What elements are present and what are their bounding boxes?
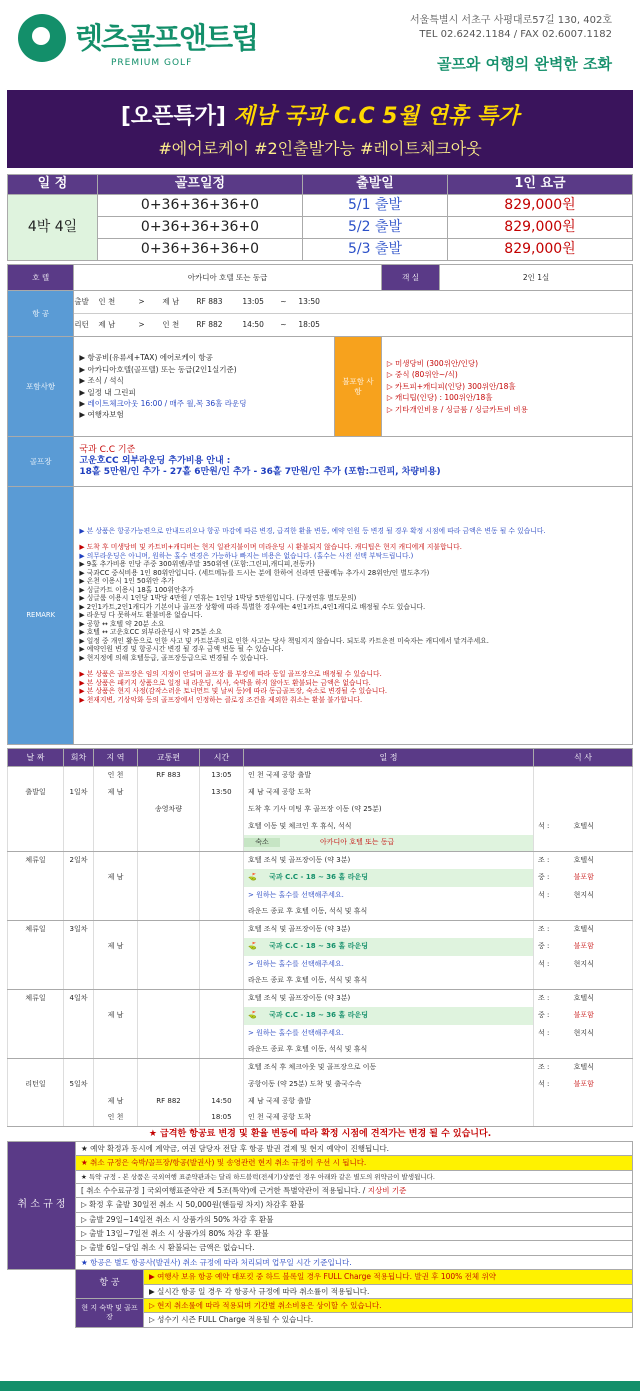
remark-item: ▶ 온천 이용시 1인 50위안 추가 [79,577,175,586]
contact-info [410,14,612,41]
cancel-line: ★ 예약 확정과 동시에 계약금, 여권 담당자 전달 후 항공 발권 결제 및 현지 예약이 진행됩니다. [76,1142,633,1156]
remark-red: ▶ 도착 후 미생당비 및 카트비+캐디비는 현지 일관지불이며 미라운딩 시 환불되지 않습니다. 캐디팁은 현지 캐디에게 지불합니다. [79,543,462,552]
include-item: ▶ 레이트체크아웃 16:00 / 매주 월,목 36홀 라운딩 [79,399,329,408]
departure-date: 5/3 출발 [303,239,448,261]
exclude-list [381,337,632,437]
day-schedule: 호텔 이동 및 체크인 후 휴식, 석식 [244,818,534,835]
cancel-local: ▷ 성수기 시즌 FULL Charge 적용될 수 있습니다. [144,1313,633,1327]
golf-flag-icon: ⛳ [248,1011,257,1020]
flight-arrow: > [138,319,145,329]
header [0,0,640,90]
banner-tags: #에어로케이 #2인출발가능 #레이트체크아웃 [158,138,482,158]
day-num: 4일차 [64,990,94,1007]
day-loc: 제 남 [94,1093,138,1110]
include-item: ▶ 여행자보험 [79,410,329,419]
col-meal: 식 사 [534,749,633,767]
day-time: 13:50 [200,784,244,801]
day-transport: 송영차량 [138,801,200,818]
include-list [74,337,335,437]
remark-item: ▶ 호텔 ↔ 고운호CC 외부라운딩시 약 25분 소요 [79,628,223,637]
col-day: 회차 [64,749,94,767]
include-item: ▶ 일정 내 그린피 [79,388,329,397]
flight-arrow: > [138,297,145,307]
promo-banner [7,90,633,168]
address: 서울특별시 서초구 사평대로57길 130, 402호 [409,15,612,26]
day-loc: 제 남 [94,1007,138,1025]
price: 829,000원 [448,195,633,217]
flight-from: 인 천 [98,297,116,307]
golf-plan: 0+36+36+36+0 [98,217,303,239]
day-date: 리턴일 [8,1076,64,1093]
remark-item: ▶ 라운딩 다 못하셔도 환불비용 없습니다. [79,611,203,620]
day-loc: 인 천 [94,767,138,784]
remark-item: ▶ 일정 중 개인 활동으로 인한 사고 및 카트분주의로 인한 사고는 당사 책임지지 않습니다. 되도록 카트운전 미숙자는 캐디에서 맡겨주세요. [79,636,489,645]
flight-arr: 18:05 [298,319,320,329]
meal: 중 : 불포함 [534,1007,633,1025]
room-label: 객 실 [381,265,439,291]
hotel-label: 호 텔 [8,265,74,291]
day-time: 18:05 [200,1110,244,1127]
golf-label: 골프장 [8,437,74,487]
banner-prefix: [오픈특가] [120,104,226,129]
day-schedule: 호텔 조식 후 체크아웃 및 골프장으로 이동 [244,1059,534,1076]
footer-bar [0,1381,640,1391]
remark-item: ▶ 싱글룸 이용시 1인당 1박당 4만원 / 연휴는 1인당 1박당 5만원입니다. (구정연휴 별도문의) [79,594,357,603]
day-schedule: 도착 후 기사 미팅 후 골프장 이동 (약 25분) [244,801,534,818]
include-item: ▶ 아카디아호텔(골프텔) 또는 동급(2인1실기준) [79,365,329,374]
remark-item: ▶ 2인1카트,2인1캐디가 기본이나 골프장 상황에 따라 특별한 경우에는 4인1카트,4인1캐디로 배정될 수도 있습니다. [79,602,426,611]
day-date [8,767,64,784]
cancel-air: ▶ 여행사 보유 항공 예약 대포킷 중 하드 블록일 경우 FULL Charge 적용됩니다. 발권 후 100% 전체 위약 [144,1270,633,1284]
banner-title [7,103,633,131]
exclude-item: ▷ 캐디팁(인당) : 100위안/18홀 [386,393,493,403]
cancel-label: 취 소 규 정 [8,1142,76,1270]
col-period: 일 정 [8,175,98,195]
cancel-line: ▷ 확정 후 출발 30일전 취소 시 50,000원(핸들링 차지) 차감후 환불 [76,1198,633,1212]
day-transport: RF 883 [138,767,200,784]
day-schedule: 라운드 종료 후 호텔 이동, 석식 및 휴식 [244,973,534,990]
remark-red-item: ▶ 본 상품은 패키지 상품으로 일정 내 라운딩, 식사, 숙박을 하지 않아도 환불되는 금액은 없습니다. [79,678,371,687]
golf-round: ⛳ 국과 C.C - 18 ~ 36 홀 라운딩 [244,1007,534,1025]
remark-red-item: ▶ 본 상품은 현지 사정(감작스러운 토너먼트 및 날씨 등)에 따라 동급골프장, 숙소로 변경될 수 있습니다. [79,687,388,696]
flight-dir: 출발 [74,297,89,307]
day-num: 3일차 [64,921,94,938]
exclude-label: 불포함 사 항 [335,337,382,437]
golf-round: ⛳ 국과 C.C - 18 ~ 36 홀 라운딩 [244,869,534,887]
remark-item: ▶ 국과CC 중식비용 1인 80위안입니다. (세트메뉴를 드시는 분에 한하여 신라면 단품메뉴 추가시 28위안/인 별도추가) [79,568,430,577]
day-schedule: 호텔 조식 및 골프장이동 (약 3분) [244,852,534,869]
meal: 석 : 현지식 [534,1025,633,1042]
price: 829,000원 [448,217,633,239]
meal: 석 : 현지식 [534,887,633,904]
remark-item: ▶ 현지정에 의해 호텔등급, 골프장등급으로 변경될 수 있습니다. [79,653,269,662]
meal: 조 : 호텔식 [534,1059,633,1076]
cancel-line: [ 취소 수수료규정 ] 국외여행표준약관 제 5조(특약)에 근거한 특별약관이 적용됩니다. / 지상비 기준 [76,1183,633,1197]
exclude-item: ▷ 카트피+캐디피(인당) 300위안/18홀 [386,381,516,391]
col-price: 1인 요금 [448,175,633,195]
golf-flag-icon: ⛳ [248,873,257,882]
golf-line2: 고운호CC 외부라운딩 추가비용 안내 : [79,455,231,466]
brand-sub: PREMIUM GOLF [111,58,193,68]
day-loc: 제 남 [94,938,138,956]
schedule-table [7,174,633,261]
meal: 석 : 현지식 [534,956,633,973]
flight-to: 제 남 [162,297,180,307]
meal: 조 : 호텔식 [534,852,633,869]
day-loc: 제 남 [94,869,138,887]
golf-round: ⛳ 국과 C.C - 18 ~ 36 홀 라운딩 [244,938,534,956]
slogan: 골프와 여행의 완벽한 조화 [436,55,612,73]
cancel-line: ▷ 출발 6일~당일 취소 시 환불되는 금액은 없습니다. [76,1241,633,1255]
day-schedule: 호텔 조식 및 골프장이동 (약 3분) [244,921,534,938]
hotel-value: 아카디아 호텔 또는 동급 [74,265,381,291]
day-transport: RF 882 [138,1093,200,1110]
meal: 조 : 호텔식 [534,921,633,938]
day-time: 13:05 [200,767,244,784]
flight-from: 제 남 [98,319,116,329]
day-schedule: 인 천 국제 공항 도착 [244,1110,534,1127]
flight-no: RF 882 [196,319,223,329]
day-time: 14:50 [200,1093,244,1110]
day-schedule: 공항이동 (약 25분) 도착 및 출국수속 [244,1076,534,1093]
room-value: 2인 1실 [440,265,633,291]
departure-date: 5/2 출발 [303,217,448,239]
remark-intro: ▶ 본 상품은 항공가능편으로 안내드리오나 항공 마감에 따른 변경, 급격한 환율 변동, 예약 인원 등 변경 될 경우 확정 시점에 따라 금액은 변동 될 수 있습니다. [79,526,546,535]
golf-plan: 0+36+36+36+0 [98,195,303,217]
exclude-item: ▷ 기타개인비용 / 싱글룸 / 싱글카트비 비용 [386,404,528,414]
remark-item: ▶ 싱글카트 이용시 18홀 100위안추가 [79,585,194,594]
day-schedule: 인 천 국제 공항 출발 [244,767,534,784]
cancel-air: ▶ 실시간 항공 일 경우 각 항공사 규정에 따라 취소률이 적용됩니다. [144,1284,633,1298]
cancel-line: ★ 항공은 별도 항공사(발권사) 취소 규정에 따라 처리되며 업무일 시간 기준입니다. [76,1255,633,1269]
include-label: 포함사항 [8,337,74,437]
remark-item: ▶ 9홀 추가비용 인당 주중 300위엔/주말 350위엔 (포함:그린피,캐디피,전동카) [79,560,315,569]
golf-flag-icon: ⛳ [248,942,257,951]
price-notice: ★ 급격한 항공료 변경 및 환율 변동에 따라 확정 시점에 견적가는 변경 될 수 있습니다. [148,1129,492,1139]
col-time: 시간 [200,749,244,767]
col-dep: 출발일 [303,175,448,195]
day-loc: 인 천 [94,1110,138,1127]
cancel-local: ▷ 현지 취소룰에 따라 적용되며 기간별 취소비용은 상이할 수 있습니다. [144,1298,633,1312]
day-schedule: 라운드 종료 후 호텔 이동, 석식 및 휴식 [244,1042,534,1059]
air-label: 항 공 [76,1270,144,1299]
info-table [7,264,633,745]
golf-info [74,437,633,487]
flight-label: 항 공 [8,291,74,337]
itinerary-table [7,748,633,1127]
price: 829,000원 [448,239,633,261]
flight-dep: 14:50 [242,319,264,329]
flight-to: 인 천 [162,319,180,329]
exclude-item: ▷ 미생당비 (300위안/인당) [386,359,479,369]
remark-item: ▶ 공항 ↔ 호텔 약 20분 소요 [79,619,165,628]
flight-tilde: ~ [280,297,287,307]
col-golf: 골프일정 [98,175,303,195]
col-transport: 교통편 [138,749,200,767]
day-schedule: > 원하는 홀수를 선택해주세요. [244,887,534,904]
flight-row-out [74,292,632,314]
day-date: 체류일 [8,921,64,938]
cancel-line: ★ 특약 규정 - 본 상품은 국외여행 표준약관과는 달리 하드블럭(전세기)상품인 경우 아래와 같은 별도의 위약금이 발생됩니다. [76,1170,633,1183]
stay-row: 숙소 아카디아 호텔 또는 동급 [244,835,534,852]
cancel-line: ★ 취소 규정은 숙박/골프장/항공(발권사) 및 송영관련 현지 취소 규정이 우선 시 됩니다. [76,1156,633,1170]
flight-row-return [74,314,632,336]
flight-info [74,291,633,337]
day-schedule: 제 남 국제 공항 출발 [244,1093,534,1110]
day-num: 2일차 [64,852,94,869]
cancel-table [7,1141,633,1328]
col-loc: 지 역 [94,749,138,767]
period: 4박 4일 [8,195,98,261]
golf-line1: 국과 C.C 기준 [79,444,136,455]
meal: 석 : 호텔식 [534,818,633,835]
tel-fax: TEL 02.6242.1184 / FAX 02.6007.1182 [419,28,612,40]
exclude-item: ▷ 중식 (80위안~/식) [386,370,458,380]
day-date: 출발일 [8,784,64,801]
remark-blue: ▶ 의무라운딩은 아니며, 원하는 홀수 변경은 가능하나 빠지는 비용은 없습니다. (홀수는 사전 선택 부탁드립니다.) [79,551,414,560]
col-schedule: 일 정 [244,749,534,767]
local-label: 현 지 숙박 및 골프장 [76,1298,144,1327]
remark-label: REMARK [8,487,74,745]
day-schedule: 라운드 종료 후 호텔 이동, 석식 및 휴식 [244,904,534,921]
day-schedule: > 원하는 홀수를 선택해주세요. [244,1025,534,1042]
golf-logo-icon [18,14,66,62]
day-schedule: 제 남 국제 공항 도착 [244,784,534,801]
remark-body [74,487,633,745]
flight-dep: 13:05 [242,297,264,307]
flight-tilde: ~ [280,319,287,329]
cancel-line: ▷ 출발 13일~7일전 취소 시 상품가의 80% 차감 후 환불 [76,1227,633,1241]
meal: 중 : 불포함 [534,938,633,956]
day-num: 1일차 [64,784,94,801]
flight-dir: 리턴 [74,319,89,329]
golf-line3: 18홀 5만원/인 추가 - 27홀 6만원/인 추가 - 36홀 7만원/인 추가 (포함:그린피, 차량비용) [79,467,441,478]
include-item: ▶ 항공비(유류세+TAX) 에어로케이 항공 [79,353,329,362]
departure-date: 5/1 출발 [303,195,448,217]
day-schedule: > 원하는 홀수를 선택해주세요. [244,956,534,973]
remark-red-item: ▶ 본 상품은 골프장은 임의 지정이 안되며 골프장 룹 부킹에 따라 동일 골프장으로 배정될 수 있습니다. [79,670,382,679]
day-schedule: 호텔 조식 및 골프장이동 (약 3분) [244,990,534,1007]
flight-arr: 13:50 [298,297,320,307]
meal: 조 : 호텔식 [534,990,633,1007]
day-date: 체류일 [8,852,64,869]
flight-no: RF 883 [196,297,223,307]
include-item: ▶ 조식 / 석식 [79,376,329,385]
col-date: 날 짜 [8,749,64,767]
meal: 석 : 불포함 [534,1076,633,1093]
banner-title-text: 제남 국과 C.C 5월 연휴 특가 [233,104,520,129]
remark-red-item: ▶ 천재지변, 기상악화 등의 골프장에서 인정하는 클로징 조건을 제외한 취소는 환불 불가합니다. [79,695,363,704]
remark-item: ▶ 예약인원 변경 및 항공시간 변경 될 경우 금액 변동 될 수 있습니다. [79,645,284,654]
golf-plan: 0+36+36+36+0 [98,239,303,261]
meal: 중 : 불포함 [534,869,633,887]
spacer [8,1270,76,1328]
brand-name: 렛츠골프앤트립 [75,21,258,55]
cancel-line: ▷ 출발 29일~14일전 취소 시 상품가의 50% 차감 후 환불 [76,1212,633,1226]
day-date: 체류일 [8,990,64,1007]
day-num: 5일차 [64,1076,94,1093]
day-loc: 제 남 [94,784,138,801]
